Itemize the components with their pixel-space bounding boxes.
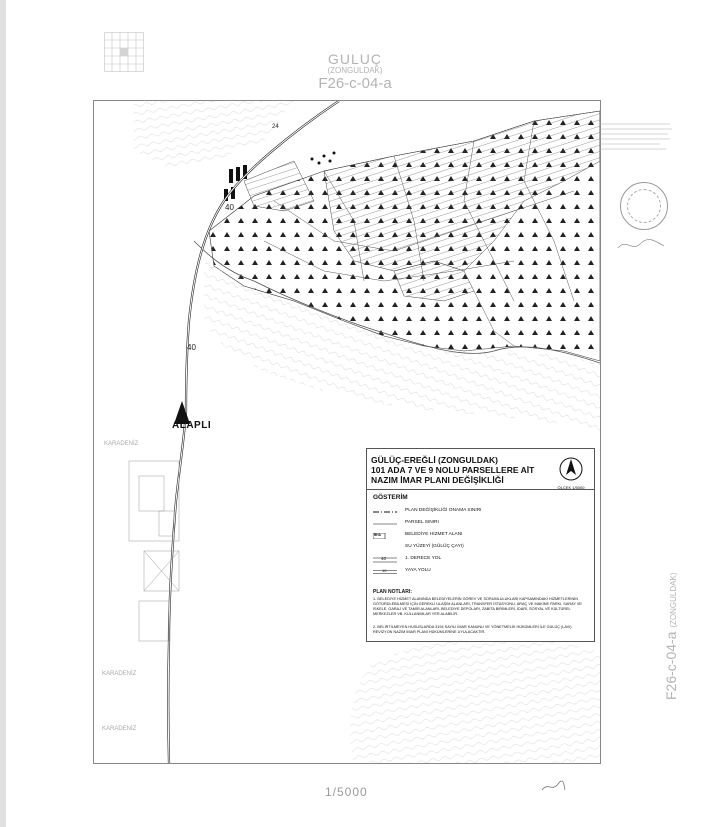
- industrial-blocks: [129, 461, 179, 641]
- sheet-code-side: [663, 573, 679, 700]
- place-label-alapli: ALAPLI: [172, 420, 212, 431]
- page-edge: [0, 0, 6, 827]
- sheet-code: F26-c-04-a: [318, 75, 392, 92]
- legend-item-label: SU YÜZEYİ (GÜLÜÇ ÇAYI): [405, 544, 464, 549]
- north-arrow-icon: [558, 455, 584, 483]
- route-label-40-north: 40: [225, 203, 234, 212]
- signature-mark: [614, 236, 674, 254]
- route-label-24: 24: [272, 124, 279, 130]
- faint-label-sea-2: KARADENİZ: [102, 671, 137, 677]
- map-frame: [93, 100, 601, 764]
- side-sheet-district: (ZONGULDAK): [669, 572, 678, 628]
- legend-item-label: PARSEL SINIRI: [405, 520, 439, 525]
- legend-item-label: BELEDİYE HİZMET ALANI: [405, 532, 463, 537]
- terrain-south: [350, 637, 600, 763]
- legend-title: [371, 455, 546, 485]
- route-label-40-south: 40: [187, 343, 196, 352]
- plan-note-2: 2- BELİRTİLMEYEN HUSUSLARDA 3194 SAYILI İMAR KANUNU VE YÖNETMELİK HÜKÜMLERİ İLE GÜLÜÇ (LAVI) REVİZYON NAZIM İMAR PLANI HÜKÜMLERİNE UYULACAKTIR.: [373, 625, 572, 634]
- approval-stamp-text: [600, 120, 680, 160]
- faint-label-sea-1: KARADENİZ: [104, 441, 139, 447]
- solid-line-icon: [373, 521, 397, 527]
- legend-divider: [367, 489, 594, 490]
- terrain-upper-left: [134, 101, 294, 171]
- legend-title-line-1: GÜLÜÇ-EREĞLİ (ZONGULDAK): [371, 455, 499, 465]
- legend-road-number-10: 10: [382, 568, 387, 573]
- official-seal: [620, 182, 668, 230]
- side-sheet-code: F26-c-04-a: [663, 631, 679, 700]
- legend-item-label: YAYA YOLU: [405, 568, 431, 573]
- legend-item-parcel: [373, 519, 583, 529]
- faint-label-sea-3: KARADENİZ: [102, 726, 137, 732]
- legend-title-line-2: 101 ADA 7 VE 9 NOLU PARSELLERE AİT: [371, 465, 535, 475]
- dash-dot-line-icon: [373, 509, 397, 515]
- legend-road-number-40: 40: [381, 556, 387, 561]
- sheet-code-header: [300, 52, 410, 91]
- sheet-name: GULUÇ: [327, 51, 382, 67]
- legend-scale: ÖLÇEK 1/5000: [557, 485, 585, 490]
- legend-item-water: [373, 543, 583, 553]
- bottom-signature-mark: [540, 778, 566, 796]
- legend-bha-code: BHA: [374, 533, 381, 537]
- north-arrow: [556, 455, 586, 491]
- legend-item-road-first: [373, 555, 583, 565]
- plan-notes-title: PLAN NOTLARI:: [373, 589, 412, 595]
- legend-item-pedestrian: [373, 567, 583, 577]
- plan-note-1: 1- BELEDİYE HİZMET ALANINDA BELEDİYELERİN GÖREV VE SORUMLULUKLARI KAPSAMINDAKİ HİZMETLERİNİN GÖTÜRÜLEBİLMESİ İÇİN GEREKLİ ULAŞIM ALANLARI, TRANSFER İSTASYONU, ARAÇ VE MAKİNE PARKI, SARAY VE İSKELE, GARAJ VE TAMİR ALANLARI, BELEDİYE DEPOLARI, ZABITA BİRİMLERİ, İDARİ, SOSYAL VE KÜLTÜREL MERKEZLER VB. KULLANIMLAR YER ALABİLİR.: [373, 597, 582, 616]
- map-drawing: [94, 101, 600, 763]
- legend-item-label: 1. DERECE YOL: [405, 556, 442, 561]
- bottom-scale: 1/5000: [325, 785, 368, 799]
- legend-panel: [366, 448, 595, 642]
- blank-strip-icon: [373, 545, 397, 551]
- legend-item-label: PLAN DEĞİŞİKLİĞİ ONAMA SINIRI: [405, 508, 482, 513]
- legend-heading: GÖSTERİM: [373, 494, 408, 501]
- sheet-district: (ZONGULDAK): [327, 66, 383, 75]
- legend-item-boundary: [373, 507, 583, 517]
- official-seal-inner: [627, 189, 661, 223]
- sheet-index-grid: [104, 32, 144, 72]
- legend-item-service-area: [373, 531, 583, 541]
- hatched-zone-west: [244, 161, 314, 211]
- legend-title-line-3: NAZIM İMAR PLANI DEĞİŞİKLİĞİ: [371, 475, 504, 485]
